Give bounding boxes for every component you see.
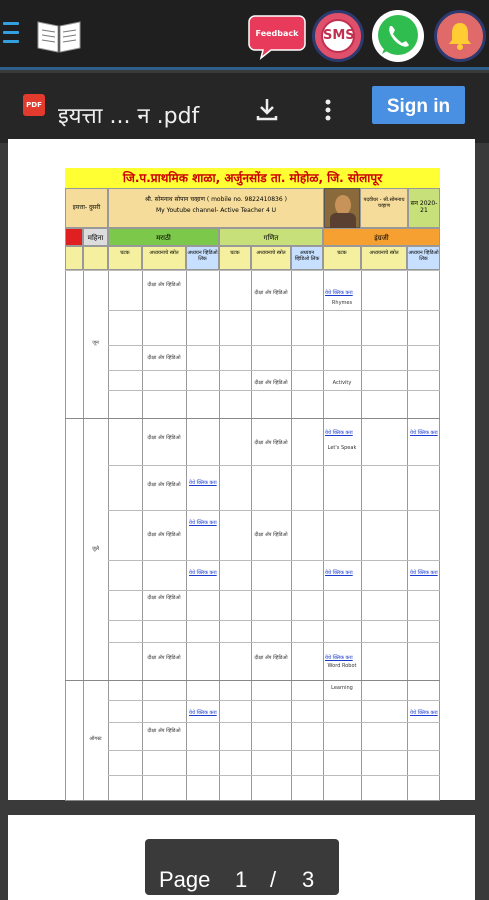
class-label: इयत्ता- दुसरी — [65, 188, 108, 228]
bell-icon — [437, 13, 483, 59]
teacher-line: श्री. सोमनाथ सोपान चव्हाण ( mobile no. 9822410836 ) — [145, 196, 287, 203]
file-name: इयत्ता ... न .pdf — [58, 104, 200, 129]
pdf-file-icon: PDF — [23, 94, 45, 116]
sub-header-link: अध्ययन व्हिडिओ लिंक — [186, 246, 219, 270]
whatsapp-icon[interactable] — [370, 8, 426, 64]
video-link[interactable]: येथे क्लिक करा — [410, 430, 438, 436]
video-link[interactable]: येथे क्लिक करा — [189, 520, 217, 526]
book-icon[interactable] — [36, 18, 82, 54]
feedback-button[interactable] — [247, 12, 307, 60]
teacher-photo — [324, 188, 360, 228]
feedback-label: Feedback — [255, 29, 299, 38]
sms-label: SMS — [321, 19, 355, 53]
corner-cell — [65, 228, 83, 246]
more-options-icon[interactable] — [318, 98, 338, 122]
subject-maths: गणित — [219, 228, 323, 246]
sms-button[interactable] — [312, 10, 364, 62]
document-title: जि.प.प्राथमिक शाळा, अर्जुनसोंड ता. मोहोळ, जि. सोलापूर — [65, 168, 440, 188]
video-link[interactable]: येथे क्लिक करा — [325, 290, 353, 296]
school-info: पदवीधर - श्री.सोमनाथ चव्हाण — [360, 188, 408, 228]
month-august: ऑगस्ट — [89, 736, 102, 742]
channel-line: My Youtube channel- Active Teacher 4 U — [155, 207, 277, 214]
video-link[interactable]: येथे क्लिक करा — [189, 480, 217, 486]
subject-marathi: मराठी — [108, 228, 219, 246]
video-link[interactable]: येथे क्लिक करा — [325, 430, 353, 436]
page-separator: / — [270, 867, 277, 892]
current-page: 1 — [235, 867, 248, 892]
video-link[interactable]: येथे क्लिक करा — [325, 570, 353, 576]
page-indicator — [145, 839, 339, 895]
video-link[interactable]: येथे क्लिक करा — [410, 710, 438, 716]
notification-button[interactable] — [434, 10, 486, 62]
sub-header-topic: घटक — [108, 246, 142, 270]
menu-icon[interactable] — [3, 22, 19, 46]
month-june: जून — [92, 340, 99, 346]
schedule-table: जून जुलै ऑगस्ट दीक्षा ॲप व्हिडिओ दीक्षा ॲप व्हिडिओ दीक्षा ॲप व्हिडिओ दीक्षा ॲप व्हिडिओ दीक्षा ॲप व्हिडिओ दीक्षा ॲप व्हिडिओ दीक्षा ॲप व्हिडिओ दीक्षा ॲप व्हिडिओ दीक्षा ॲप व्हिडिओ दीक्षा ॲप व्हिडिओ दीक्षा ॲप व्हिडिओ दीक्षा ॲप व्हिडिओ दीक्षा ॲप व्हिडिओ येथे क्लिक करा येथे क्लिक करा येथे क्लिक करा येथे क्लिक करा येथे क्लिक करा येथे क्लिक करा येथे क्लिक करा येथे क्लिक करा येथे क्लिक करा येथे क्लिक करा येथे क्लिक करा Rhymes Activity Let's Speak Learning Word Robot — [65, 270, 440, 800]
download-icon[interactable] — [254, 96, 280, 122]
month-july: जुलै — [91, 546, 100, 552]
teacher-info — [108, 188, 324, 228]
pdf-page-1: जि.प.प्राथमिक शाळा, अर्जुनसोंड ता. मोहोळ, जि. सोलापूर इयत्ता- दुसरी श्री. सोमनाथ सोपान चव्हाण ( mobile no. 9822410836 ) My Youtube channel- Active Teacher 4 U पदवीधर - श्री.सोमनाथ चव्हाण सन 2020-21 महिना मराठी गणित इंग्रजी घटक अध्ययनाचे स्त्रोत अध्ययन व्हिडिओ लिंक घटक अध्ययनाचे स्त्रोत अध्ययन व्हिडिओ लिंक घटक अध्ययनाचे स्त्रोत अध्ययन व्हिडिओ लिंक जून जुलै ऑगस्ट दीक्षा ॲप व्हिडिओ दीक्षा ॲप व्हिडिओ दीक्षा ॲप व्हिडिओ दीक्षा ॲप व्हिडिओ दीक्षा ॲप व्हिडिओ दीक्षा ॲप व्हिडिओ दीक्षा ॲप व्हिडिओ दीक्षा ॲप व्हिडिओ दीक्षा ॲप व्हिडिओ दीक्षा ॲप व्हिडिओ दीक्षा ॲप व्हिडिओ दीक्षा ॲप व्हिडिओ दीक्षा ॲप व्हिडिओ येथे क्लिक करा येथे क्लिक करा येथे क्लिक करा येथे क्लिक करा येथे क्लिक करा येथे क्लिक करा येथे क्लिक करा येथे क्लिक करा येथे क्लिक करा येथे क्लिक करा येथे क्लिक करा Rhymes Activity Let's Speak Learning Word Robot — [8, 139, 475, 800]
page-label: Page — [159, 867, 211, 892]
sign-in-button[interactable]: Sign in — [372, 86, 465, 124]
year-cell: सन 2020-21 — [408, 188, 440, 228]
video-link[interactable]: येथे क्लिक करा — [410, 570, 438, 576]
month-header: महिना — [83, 228, 108, 246]
sub-header-source: अध्ययनाचे स्त्रोत — [142, 246, 186, 270]
video-link[interactable]: येथे क्लिक करा — [325, 655, 353, 661]
video-link[interactable]: येथे क्लिक करा — [189, 570, 217, 576]
subject-english: इंग्रजी — [323, 228, 440, 246]
total-pages: 3 — [302, 867, 315, 892]
video-link[interactable]: येथे क्लिक करा — [189, 710, 217, 716]
